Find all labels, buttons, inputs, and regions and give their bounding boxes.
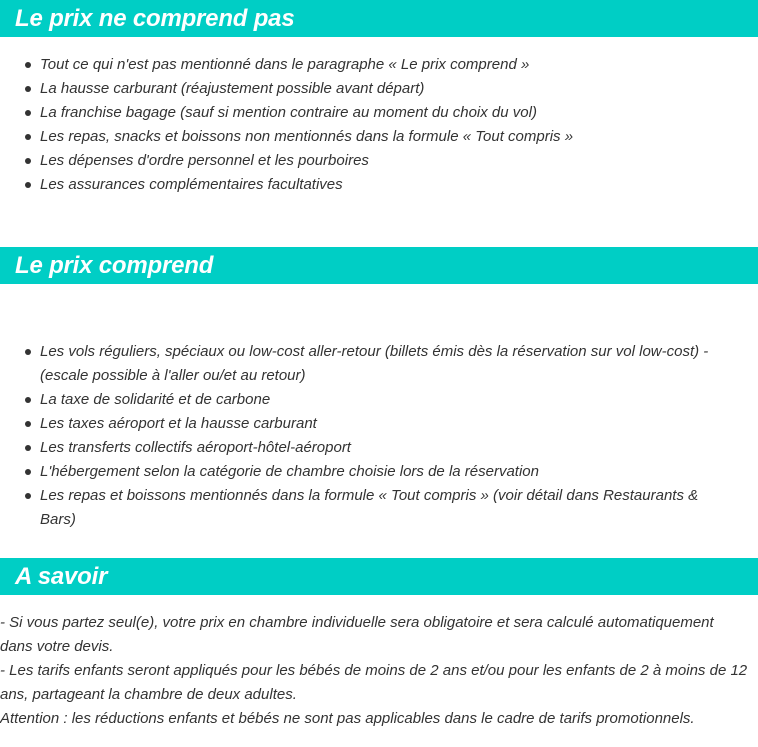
included-list <box>0 340 758 532</box>
section-header-included <box>0 247 758 284</box>
list-item: Les repas, snacks et boissons non mentionnés dans la formule « Tout compris » <box>40 125 758 149</box>
list-item: La hausse carburant (réajustement possible avant départ) <box>40 77 758 101</box>
note-paragraph: - Si vous partez seul(e), votre prix en chambre individuelle sera obligatoire et sera calculé automatiquement dans votre devis. <box>0 614 714 655</box>
list-item: Tout ce qui n'est pas mentionné dans le paragraphe « Le prix comprend » <box>40 53 758 77</box>
list-item: Les dépenses d'ordre personnel et les pourboires <box>40 149 758 173</box>
section-title: Le prix ne comprend pas <box>15 5 295 32</box>
list-item: Les repas et boissons mentionnés dans la formule « Tout compris » (voir détail dans Restaurants & Bars) <box>40 484 758 532</box>
section-header-good-to-know <box>0 558 758 595</box>
note-paragraph: Attention : les réductions enfants et bébés ne sont pas applicables dans le cadre de tarifs promotionnels. <box>0 710 695 727</box>
section-title: A savoir <box>15 563 108 590</box>
list-item: Les taxes aéroport et la hausse carburant <box>40 412 758 436</box>
list-item: Les vols réguliers, spéciaux ou low-cost aller-retour (billets émis dès la réservation sur vol low-cost) - (escale possible à l'aller ou/et au retour) <box>40 340 758 388</box>
list-item: L'hébergement selon la catégorie de chambre choisie lors de la réservation <box>40 460 758 484</box>
section-title: Le prix comprend <box>15 252 214 279</box>
list-item: Les assurances complémentaires facultatives <box>40 173 758 197</box>
good-to-know-notes <box>0 611 758 731</box>
list-item: La taxe de solidarité et de carbone <box>40 388 758 412</box>
list-item: Les transferts collectifs aéroport-hôtel-aéroport <box>40 436 758 460</box>
section-header-not-included <box>0 0 758 37</box>
note-paragraph: - Les tarifs enfants seront appliqués pour les bébés de moins de 2 ans et/ou pour les enfants de 2 à moins de 12 ans, partageant la chambre de deux adultes. <box>0 662 748 703</box>
not-included-list <box>0 53 758 197</box>
list-item: La franchise bagage (sauf si mention contraire au moment du choix du vol) <box>40 101 758 125</box>
